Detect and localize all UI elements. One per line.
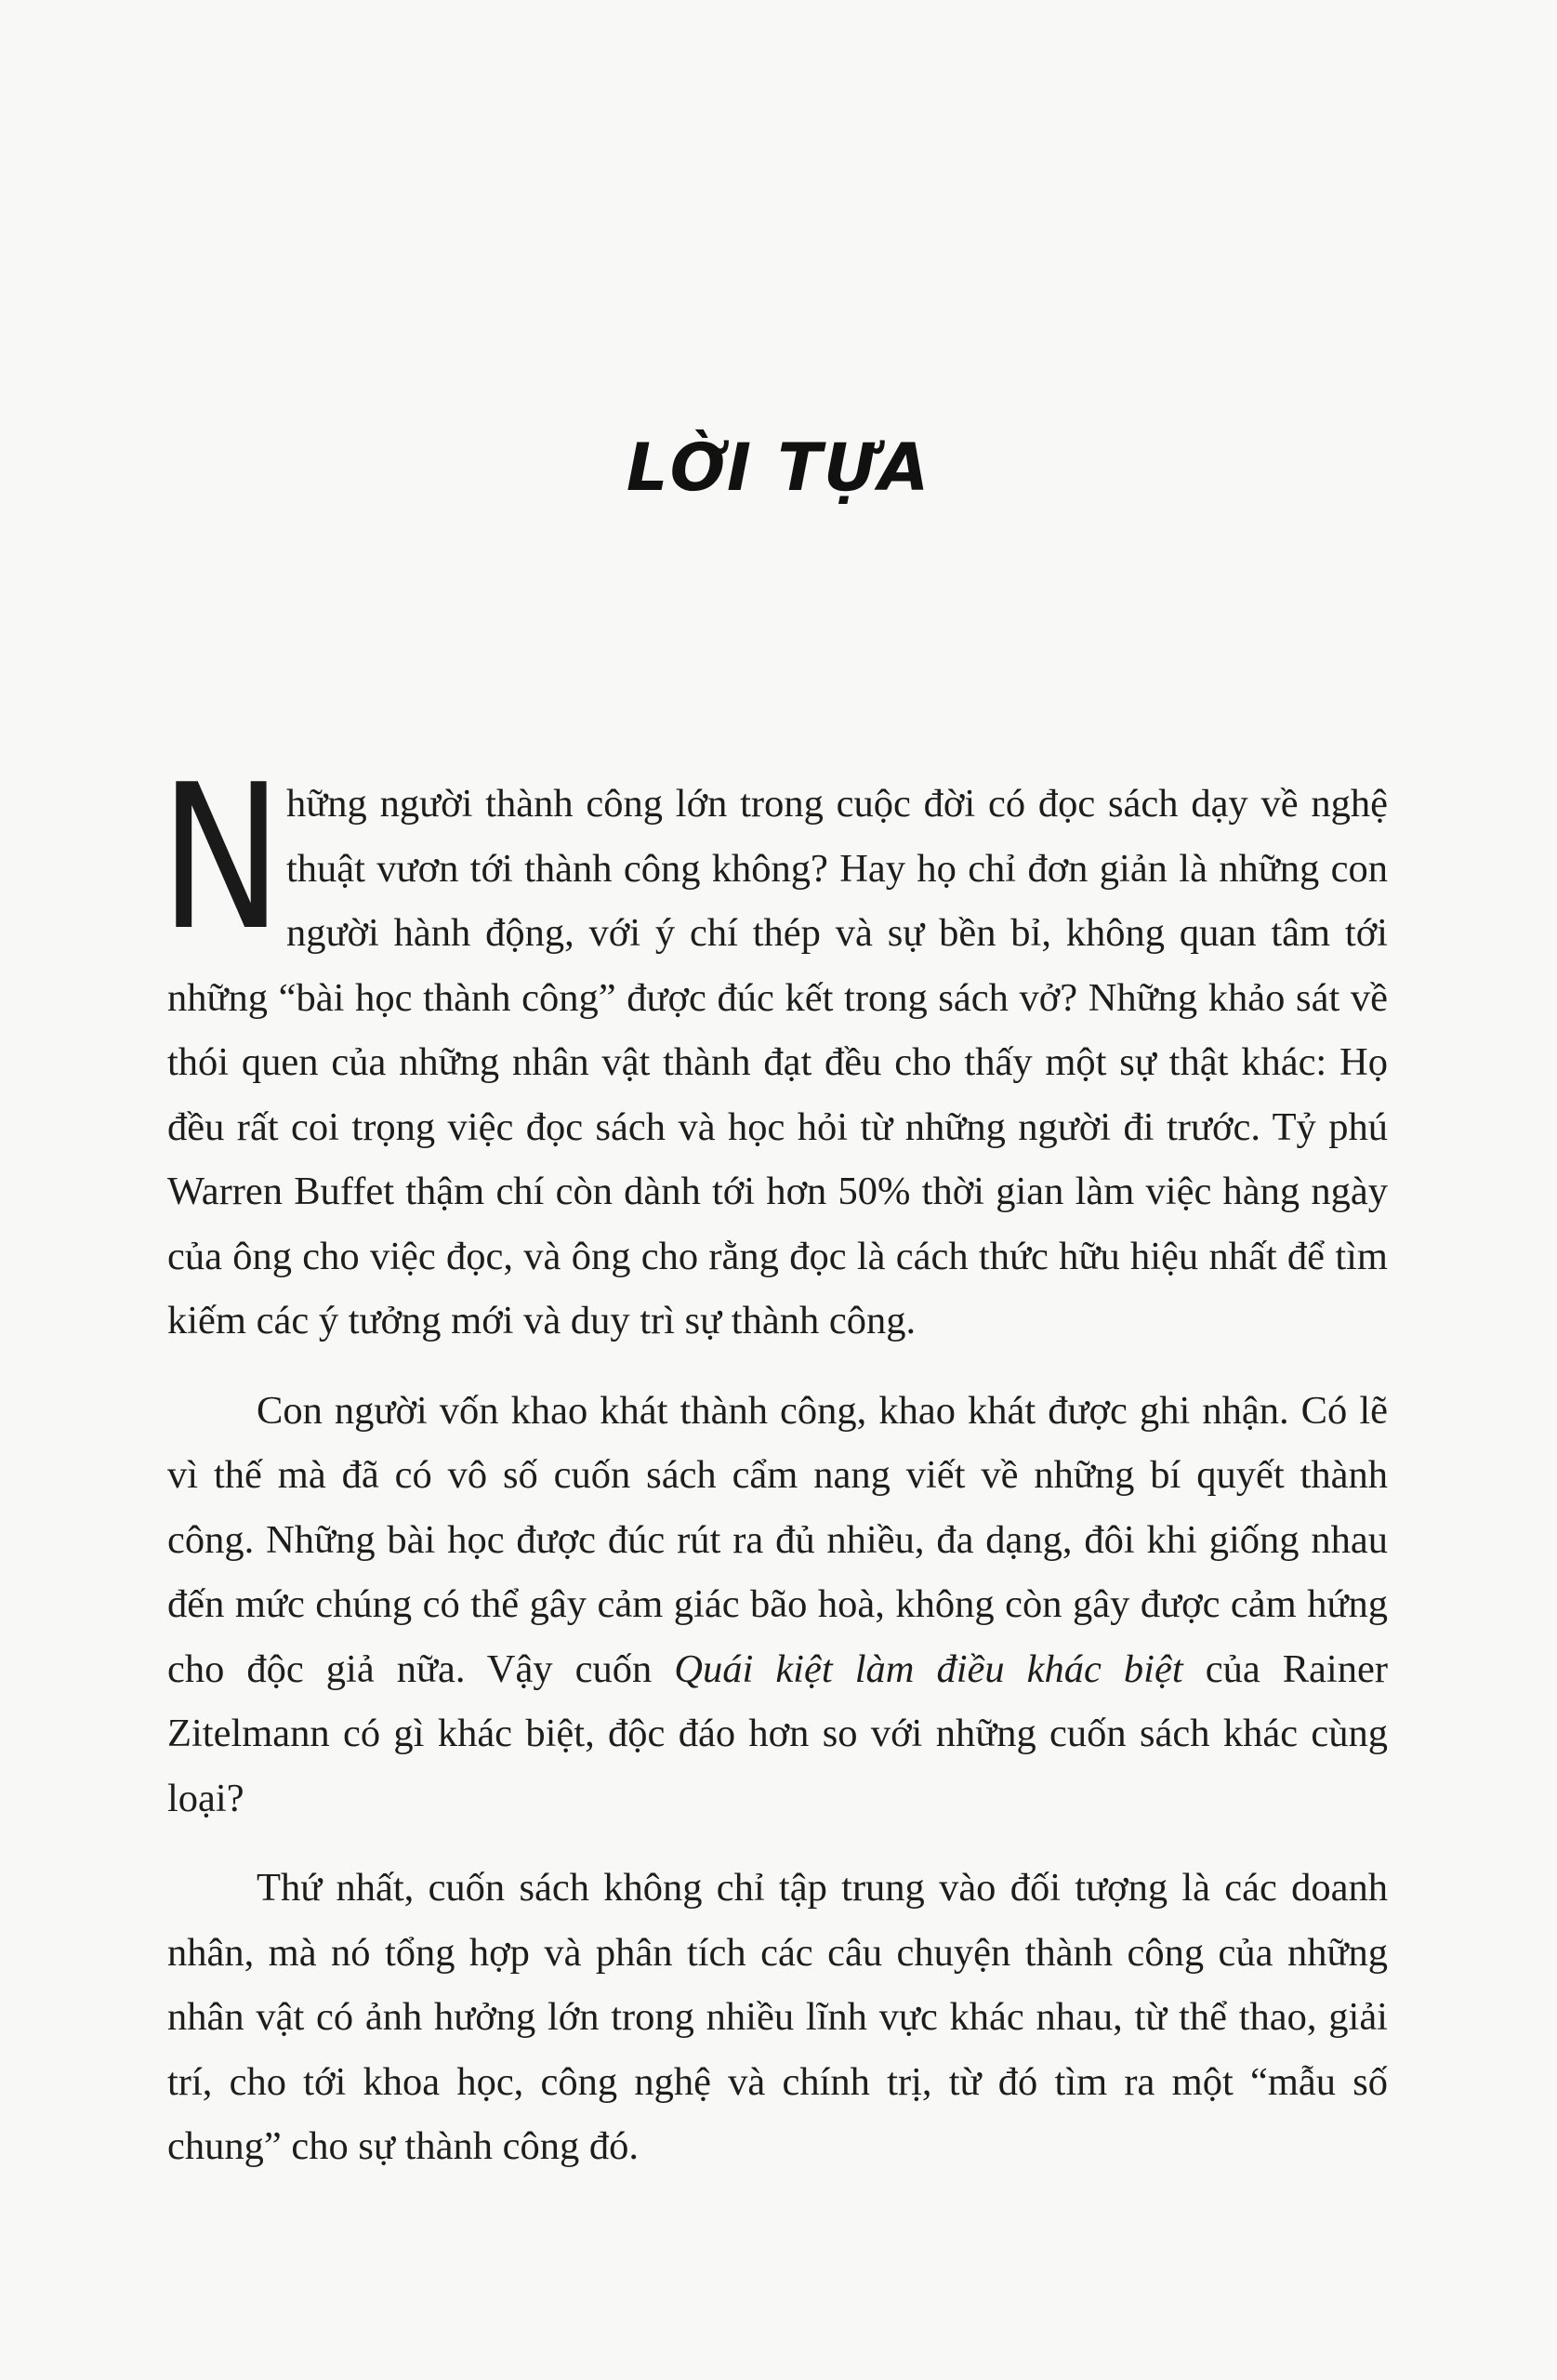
paragraph-1 [160, 741, 1388, 1354]
page-title: LỜI TỰA [626, 430, 931, 506]
paragraph-2-text-before: Con người vốn khao khát thành công, khao khát được ghi nhận. Có lẽ vì thế mà đã có vô số cuốn sách cẩm nang viết về những bí quyết thành công. Những bài học được đúc rút ra đủ nhiều, đa dạng, đôi khi giống nhau đến mức chúng có thể gây cảm giác bão hoà, không còn gây được cảm hứng cho độc giả nữa. Vậy cuốn [167, 1388, 1388, 1691]
paragraph-2-text-after: của Rainer Zitelmann có gì khác biệt, độc đáo hơn so với những cuốn sách khác cùng loại? [167, 1646, 1388, 1820]
paragraph-3 [167, 1856, 1388, 2179]
drop-cap: N [160, 741, 283, 974]
paragraph-3-text: Thứ nhất, cuốn sách không chỉ tập trung vào đối tượng là các doanh nhân, mà nó tổng hợp và phân tích các câu chuyện thành công của những nhân vật có ảnh hưởng lớn trong nhiều lĩnh vực khác nhau, từ thể thao, giải trí, cho tới khoa học, công nghệ và chính trị, từ đó tìm ra một “mẫu số chung” cho sự thành công đó. [167, 1866, 1388, 2168]
book-title: Quái kiệt làm điều khác biệt [674, 1646, 1183, 1691]
paragraph-2 [167, 1379, 1388, 1831]
body-text [160, 741, 1388, 2179]
paragraph-1-text: hững người thành công lớn trong cuộc đời có đọc sách dạy về nghệ thuật vươn tới thành công không? Hay họ chỉ đơn giản là những con người hành động, với ý chí thép và sự bền bỉ, không quan tâm tới những “bài học thành công” được đúc kết trong sách vở? Những khảo sát về thói quen của những nhân vật thành đạt đều cho thấy một sự thật khác: Họ đều rất coi trọng việc đọc sách và học hỏi từ những người đi trước. Tỷ phú Warren Buffet thậm chí còn dành tới hơn 50% thời gian làm việc hàng ngày của ông cho việc đọc, và ông cho rằng đọc là cách thức hữu hiệu nhất để tìm kiếm các ý tưởng mới và duy trì sự thành công. [167, 782, 1388, 1342]
